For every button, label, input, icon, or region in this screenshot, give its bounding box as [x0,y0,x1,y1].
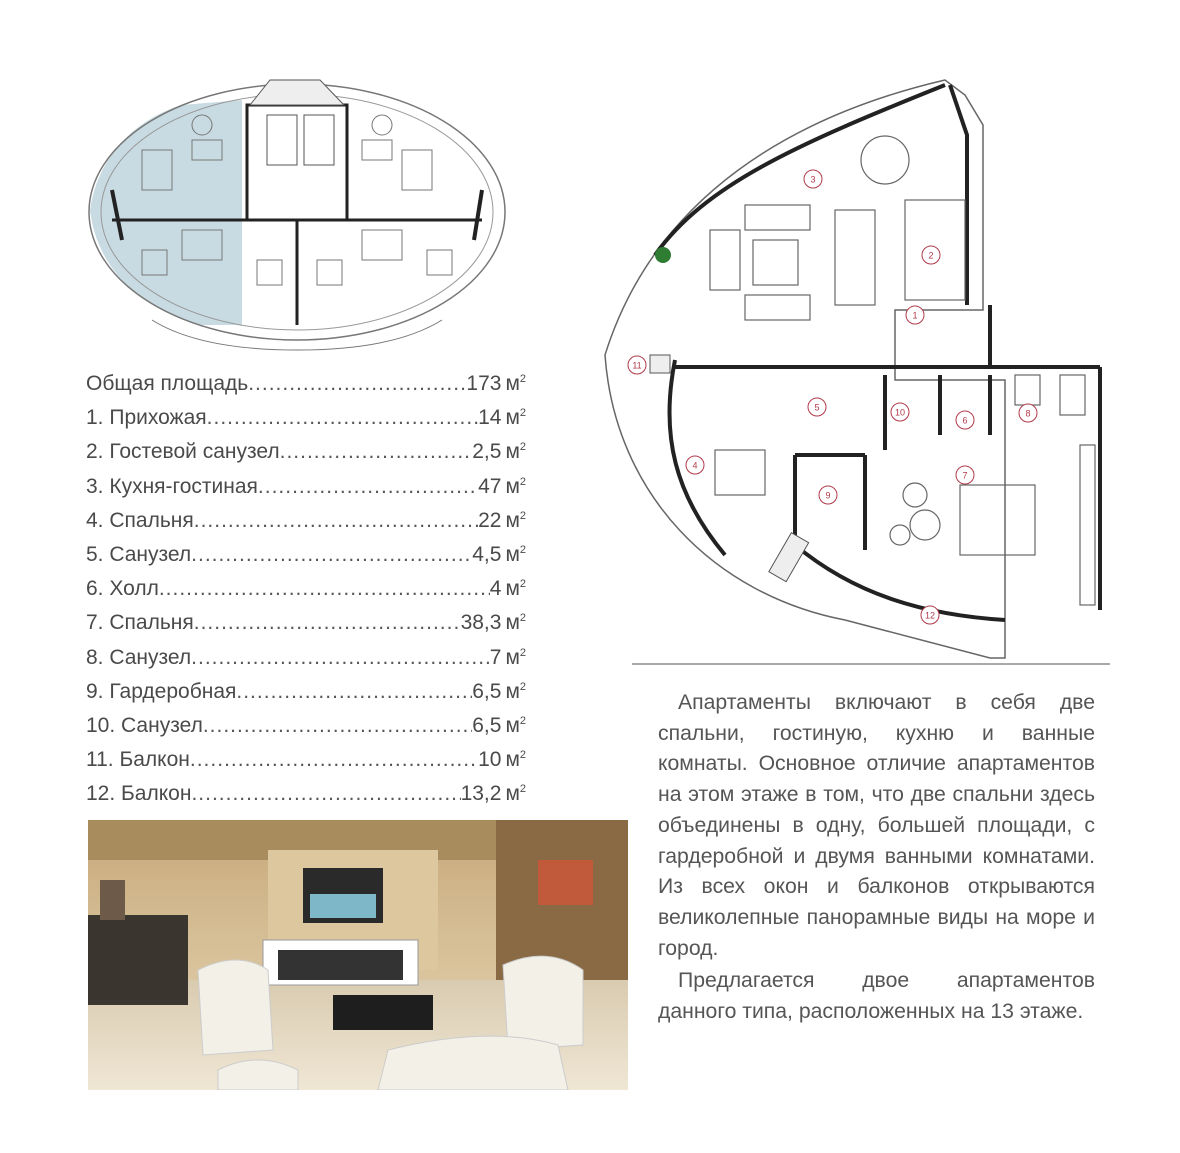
area-unit: $м^2$ [505,542,526,566]
highlighted-apartment [90,100,242,325]
room-marker-label: 2 [928,250,934,261]
area-name: Общая площадь [86,372,249,395]
room-area-row [86,646,526,680]
room-area-row [86,714,526,748]
leader-dots [191,782,460,806]
leader-dots [207,406,478,430]
room-marker-label: 7 [962,470,968,481]
divider [632,663,1110,665]
room-area-row [86,509,526,543]
room-area-row [86,440,526,474]
description-paragraph: Предлагается двое апартаментов данного типа, расположенных на 13 этаже. [658,969,1095,1024]
area-value: 38,3 [460,611,502,635]
plant-icon [655,247,671,263]
area-name: 11. Балкон [86,748,190,772]
area-value: 10 [478,748,502,772]
leader-dots [159,577,490,601]
area-unit: $м^2$ [505,372,526,395]
walls [655,85,1100,610]
armchair [198,960,273,1055]
leader-dots [258,475,478,499]
area-name: 12. Балкон [86,782,192,806]
room-marker-label: 12 [924,610,936,621]
room-marker-label: 6 [962,415,968,426]
area-unit: $м^2$ [505,748,526,772]
leader-dots [191,543,472,567]
wall-painting [538,860,593,905]
room-area-row [86,543,526,577]
area-unit: $м^2$ [505,611,526,635]
area-unit: $м^2$ [505,713,526,737]
area-value: 22 [478,508,502,532]
interior-photo [88,820,628,1090]
room-marker-label: 9 [825,490,831,501]
room-marker-label: 5 [814,402,820,413]
leader-dots [190,748,478,772]
dark-sideboard [88,915,188,1005]
leader-dots [236,680,472,704]
area-unit: $м^2$ [505,406,526,430]
area-name: 2. Гостевой санузел [86,440,280,464]
room-area-row [86,406,526,440]
room-markers [628,170,1037,624]
leader-dots [191,646,490,670]
area-name: 1. Прихожая [86,406,207,430]
area-name: 5. Санузел [86,542,192,566]
floor-overview-plan [82,70,512,355]
leader-dots [248,372,466,396]
room-area-row [86,680,526,714]
area-unit: $м^2$ [505,577,526,601]
area-value: 6,5 [472,679,502,703]
room-area-row [86,475,526,509]
area-value: 2,5 [472,440,502,464]
area-name: 8. Санузел [86,645,192,669]
area-value: 6,5 [472,713,502,737]
area-name: 4. Спальня [86,508,194,532]
leader-dots [194,611,461,635]
stair-hatch [250,80,344,105]
area-unit: $м^2$ [505,645,526,669]
description [658,688,1095,1028]
leader-dots [280,440,473,464]
room-marker-label: 10 [894,407,906,418]
area-value: 14 [478,406,502,430]
room-area-row [86,782,526,816]
description-paragraph: Апартаменты включают в себя две спальни, гостиную, кухню и ванные комнаты. Основное отличие апартаментов на этом этаже в том, что две спальни здесь объединены в одну, большей площади, с гардеробной и двумя ванными комнатами. Из всех окон и балконов открываются великолепные панорамные виды на море и город. [658,691,1095,960]
room-marker-label: 1 [912,310,918,321]
area-value: 7 [489,645,502,669]
room-area-row [86,611,526,645]
area-unit: $м^2$ [505,440,526,464]
area-unit: $м^2$ [505,508,526,532]
area-name: 9. Гардеробная [86,679,237,703]
room-area-row [86,748,526,782]
furniture [710,136,1095,605]
apartment-plan [595,75,1110,670]
total-area-row [86,372,526,406]
room-area-row [86,577,526,611]
coffee-table [333,995,433,1030]
area-unit: $м^2$ [505,782,526,806]
room-marker-label: 3 [810,174,816,185]
area-name: 10. Санузел [86,713,203,737]
area-value: 173 [466,372,502,395]
leader-dots [203,714,472,738]
area-value: 4,5 [472,542,502,566]
area-unit: $м^2$ [505,474,526,498]
room-marker-label: 8 [1025,408,1031,419]
area-value: 13,2 [460,782,502,806]
area-name: 7. Спальня [86,611,194,635]
area-unit: $м^2$ [505,679,526,703]
room-marker-label: 11 [632,360,642,371]
area-value: 4 [489,577,502,601]
area-value: 47 [478,474,502,498]
area-name: 3. Кухня-гостиная [86,474,258,498]
leader-dots [194,509,478,533]
room-marker-label: 4 [692,460,698,471]
area-list [86,372,526,816]
area-name: 6. Холл [86,577,159,601]
